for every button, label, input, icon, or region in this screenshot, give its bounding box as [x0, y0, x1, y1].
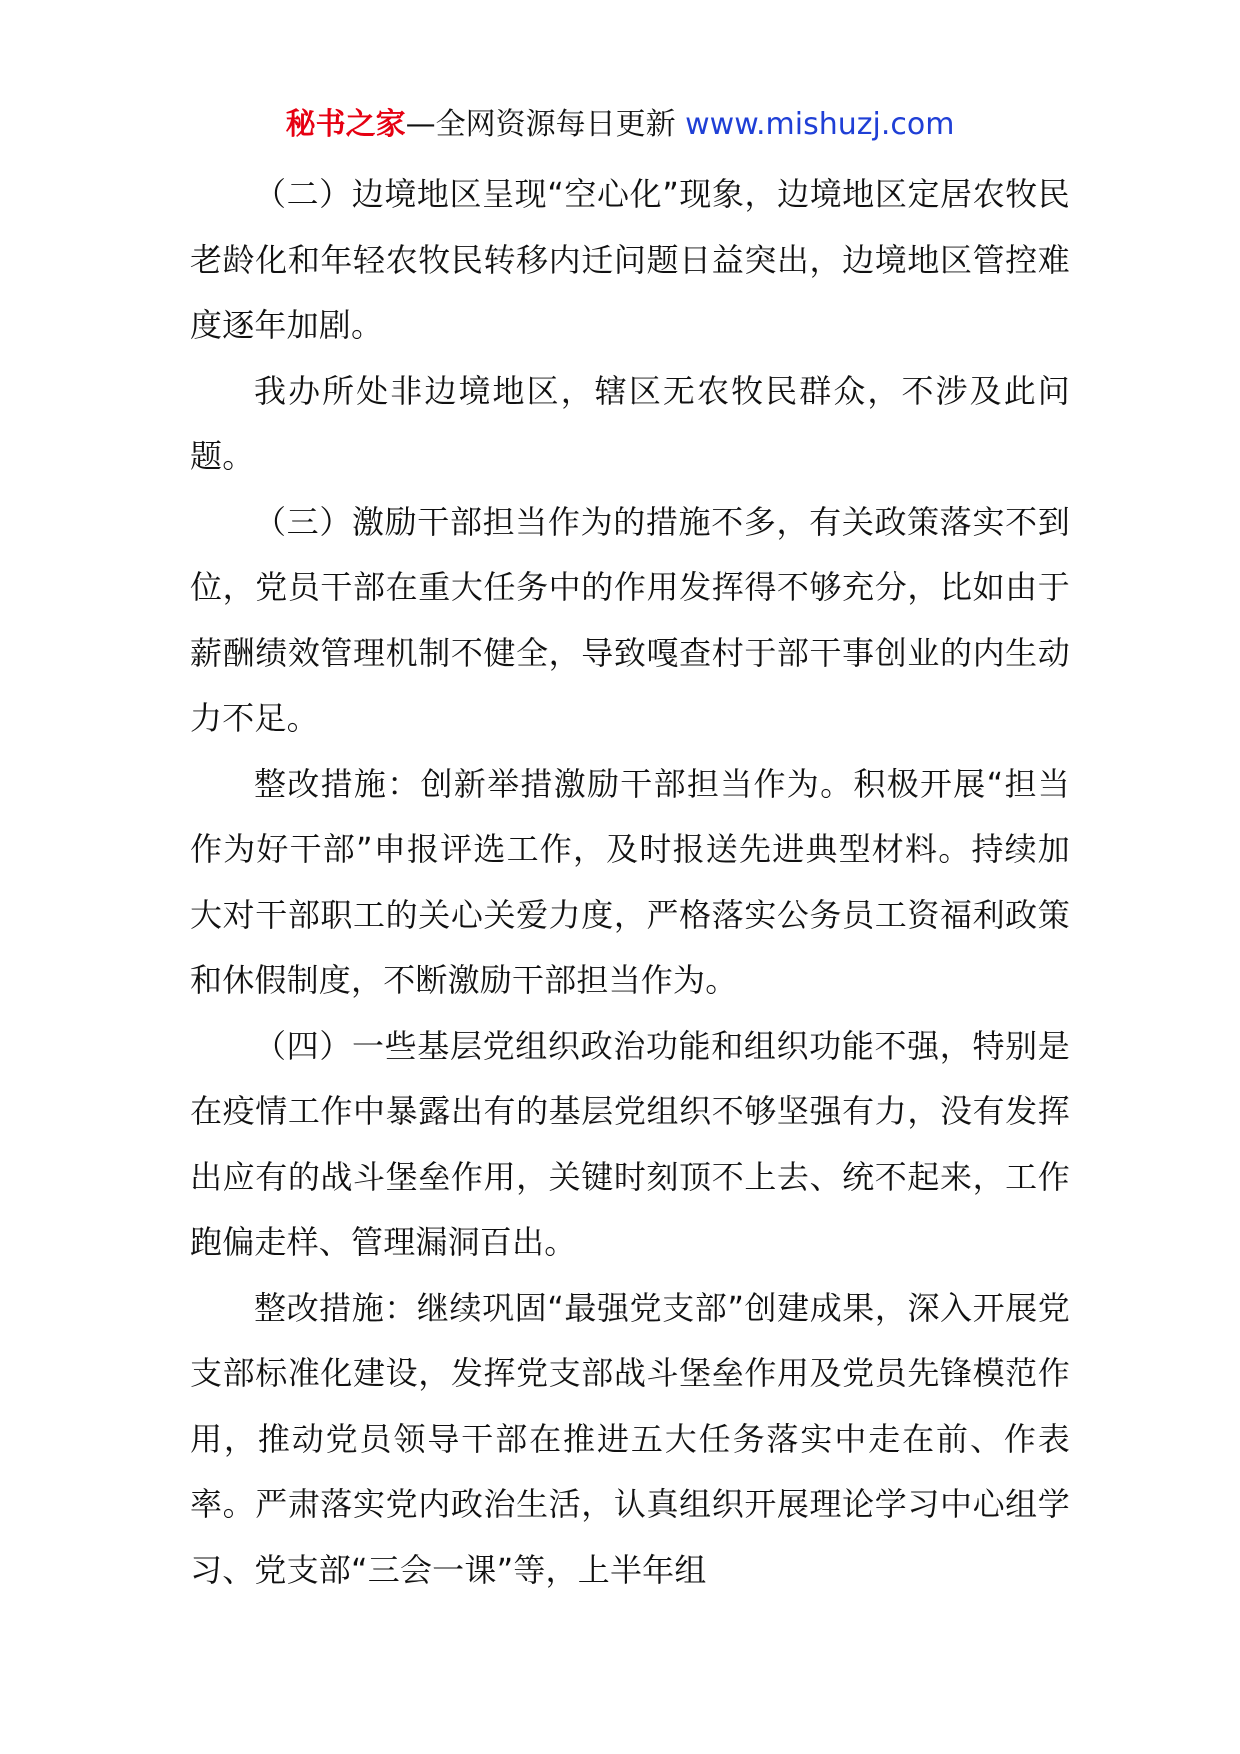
paragraph-section-2-response: 我办所处非边境地区，辖区无农牧民群众，不涉及此问题。	[190, 371, 1070, 475]
paragraph-section-2: （二）边境地区呈现“空心化”现象，边境地区定居农牧民老龄化和年轻农牧民转移内迁问题日益突出，边境地区管控难度逐年加剧。	[190, 175, 1070, 344]
site-url-link[interactable]: www.mishuzj.com	[685, 107, 955, 142]
watermark-header	[0, 100, 1240, 150]
document-body	[190, 162, 1070, 1603]
header-tagline: —全网资源每日更新	[405, 107, 676, 142]
paragraph-section-4: （四）一些基层党组织政治功能和组织功能不强，特别是在疫情工作中暴露出有的基层党组织不够坚强有力，没有发挥出应有的战斗堡垒作用，关键时刻顶不上去、统不起来，工作跑偏走样、管理漏洞百出。	[190, 1026, 1070, 1261]
paragraph-section-4-measures: 整改措施：继续巩固“最强党支部”创建成果，深入开展党支部标准化建设，发挥党支部战斗堡垒作用及党员先锋模范作用，推动党员领导干部在推进五大任务落实中走在前、作表率。严肃落实党内政治生活，认真组织开展理论学习中心组学习、党支部“三会一课”等，上半年组	[190, 1288, 1070, 1589]
brand-name: 秘书之家	[285, 107, 406, 142]
paragraph-section-3: （三）激励干部担当作为的措施不多，有关政策落实不到位，党员干部在重大任务中的作用发挥得不够充分，比如由于薪酬绩效管理机制不健全，导致嘎查村于部干事创业的内生动力不足。	[190, 502, 1070, 737]
paragraph-section-3-measures: 整改措施：创新举措激励干部担当作为。积极开展“担当作为好干部”申报评选工作，及时报送先进典型材料。持续加大对干部职工的关心关爱力度，严格落实公务员工资福利政策和休假制度，不断激励干部担当作为。	[190, 764, 1070, 999]
